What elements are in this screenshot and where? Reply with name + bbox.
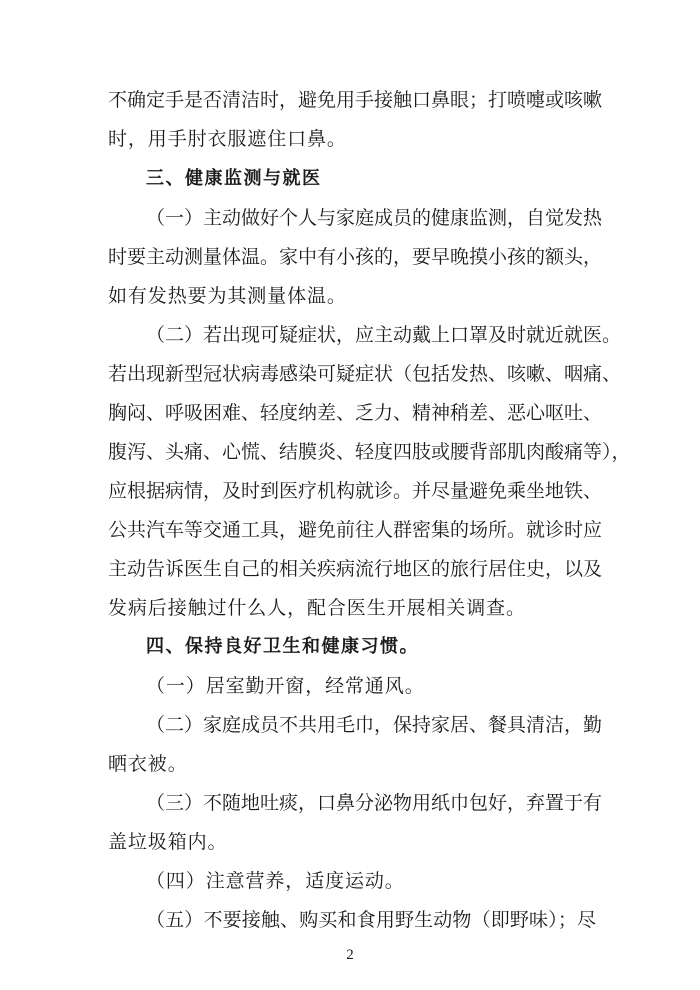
paragraph-line: 发病后接触过什么人，配合医生开展相关调查。 [108,597,526,619]
paragraph-line: 时要主动测量体温。家中有小孩的，要早晚摸小孩的额头， [108,246,603,268]
list-item-line: 盖垃圾箱内。 [108,831,228,853]
list-item-line: （三）不随地吐痰，口鼻分泌物用纸巾包好，弃置于有 [146,792,603,814]
page-number: 2 [346,947,354,963]
list-item-line: （一）居室勤开窗，经常通风。 [146,675,425,697]
list-item-line: 晒衣被。 [108,753,188,775]
list-item-line: （二）家庭成员不共用毛巾，保持家居、餐具清洁，勤 [146,714,603,736]
list-item-line: （四）注意营养，适度运动。 [146,870,405,892]
paragraph-line: 不确定手是否清洁时，避免用手接触口鼻眼；打喷嚏或咳嗽 [108,89,603,111]
paragraph-line: （一）主动做好个人与家庭成员的健康监测，自觉发热 [146,207,603,229]
section-heading: 四、保持良好卫生和健康习惯。 [146,636,419,657]
paragraph-line: 应根据病情，及时到医疗机构就诊。并尽量避免乘坐地铁、 [108,480,603,502]
paragraph-line: 如有发热要为其测量体温。 [108,285,347,307]
paragraph-line: 胸闷、呼吸困难、轻度纳差、乏力、精神稍差、恶心呕吐、 [108,402,603,424]
paragraph-line: （二）若出现可疑症状，应主动戴上口罩及时就近就医。 [146,324,622,346]
section-heading: 三、健康监测与就医 [146,168,322,189]
paragraph-line: 主动告诉医生自己的相关疾病流行地区的旅行居住史，以及 [108,558,603,580]
paragraph-line: 若出现新型冠状病毒感染可疑症状（包括发热、咳嗽、咽痛、 [108,363,622,385]
list-item-line: （五）不要接触、购买和食用野生动物（即野味）；尽 [146,909,596,931]
paragraph-line: 时，用手肘衣服遮住口鼻。 [108,128,347,150]
paragraph-line: 腹泻、头痛、心慌、结膜炎、轻度四肢或腰背部肌肉酸痛等）， [108,441,631,463]
paragraph-line: 公共汽车等交通工具，避免前往人群密集的场所。就诊时应 [108,519,603,541]
